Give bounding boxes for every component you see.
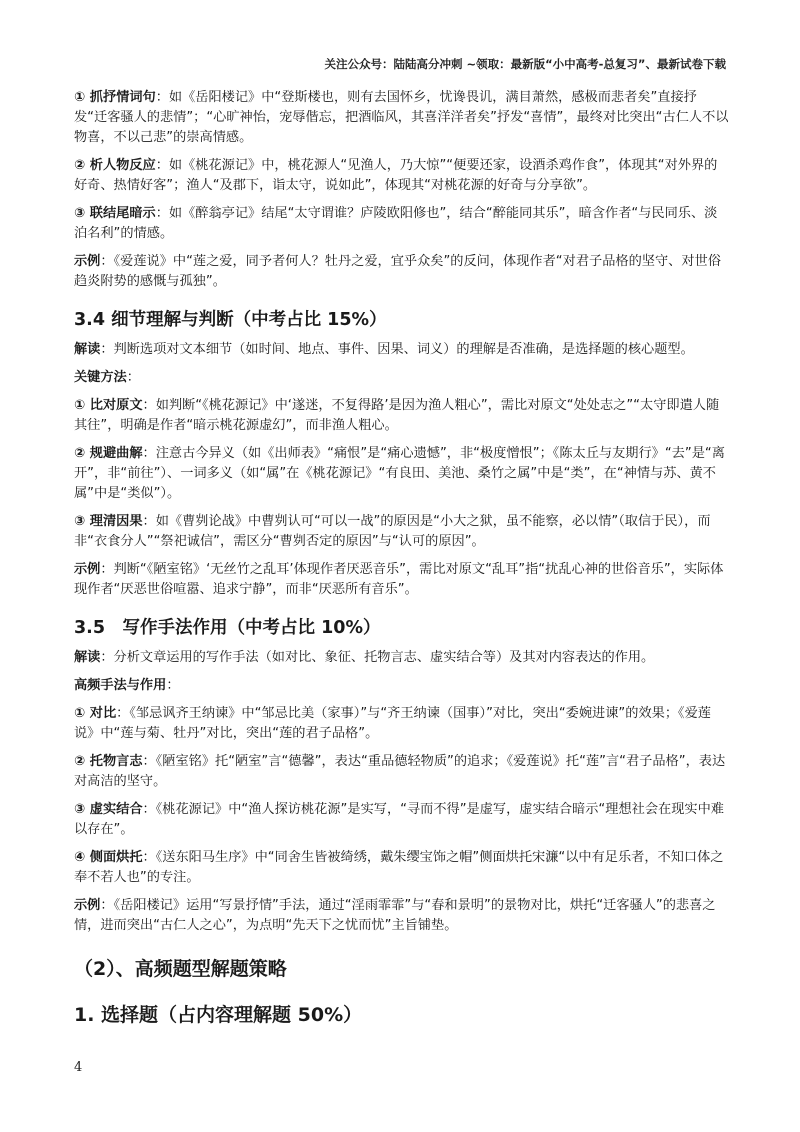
paragraph-text: ：判断“《陋室铭》‘无丝竹之乱耳’体现作者厌恶音乐”，需比对原文“乱耳”指“扰乱心神的世俗音乐”，实际体现作者“厌恶世俗喧嚣、追求宁静”，而非“厌恶所有音乐”。 bbox=[74, 562, 724, 597]
paragraph-lead: 示例 bbox=[74, 562, 101, 577]
paragraph-text: ：如《醉翁亭记》结尾“太守谓谁？庐陵欧阳修也”，结合“醉能同其乐”，暗含作者“与民同乐、淡泊名利”的情感。 bbox=[74, 206, 718, 241]
paragraph-lead: ④ 侧面烘托 bbox=[74, 850, 143, 865]
paragraph-text: ：《桃花源记》中“渔人探访桃花源”是实写，“寻而不得”是虚写，虚实结合暗示“理想社会在现实中难以存在”。 bbox=[74, 802, 724, 837]
paragraph-text: ：《爱莲说》中“莲之爱，同予者何人？牡丹之爱，宜乎众矣”的反问，体现作者“对君子品格的坚守、对世俗趋炎附势的感慨与孤独”。 bbox=[74, 254, 721, 289]
page-number: 4 bbox=[74, 1060, 83, 1075]
paragraph bbox=[74, 368, 730, 388]
section-heading: 1. 选择题（占内容理解题 50%） bbox=[74, 1004, 363, 1026]
paragraph-text: ：《岳阳楼记》运用“写景抒情”手法，通过“淫雨霏霏”与“春和景明”的景物对比，烘托“迁客骚人”的悲喜之情，进而突出“古仁人之心”，为点明“先天下之忧而忧”主旨铺垫。 bbox=[74, 898, 716, 933]
paragraph-lead: 解读 bbox=[74, 650, 101, 665]
page-content bbox=[74, 88, 730, 1040]
subsection-heading: 3.4 细节理解与判断（中考占比 15%） bbox=[74, 310, 387, 330]
paragraph bbox=[74, 156, 730, 196]
paragraph-text: ：分析文章运用的写作手法（如对比、象征、托物言志、虚实结合等）及其对内容表达的作用。 bbox=[100, 650, 655, 665]
paragraph-lead: ③ 联结尾暗示 bbox=[74, 206, 156, 221]
paragraph bbox=[74, 704, 730, 744]
paragraph bbox=[74, 560, 730, 600]
paragraph-text: ：注意古今异义（如《出师表》“痛恨”是“痛心遗憾”，非“极度憎恨”；《陈太丘与友期行》“去”是“离开”，非“前往”）、一词多义（如“属”在《桃花源记》“有良田、美池、桑竹之属”中是“类”，在“神情与苏、黄不属”中是“类似”）。 bbox=[74, 446, 725, 501]
paragraph-text: ：《邹忌讽齐王纳谏》中“邹忌比美（家事）”与“齐王纳谏（国事）”对比，突出“委婉进谏”的效果；《爱莲说》中“莲与菊、牡丹”对比，突出“莲的君子品格”。 bbox=[74, 706, 711, 741]
paragraph bbox=[74, 88, 730, 148]
paragraph-lead: ③ 理清因果 bbox=[74, 514, 143, 529]
paragraph-lead: ① 对比 bbox=[74, 706, 117, 721]
page-header: 关注公众号：陆陆高分冲刺 ~领取：最新版“小中高考-总复习”、最新试卷下载 bbox=[324, 57, 726, 71]
paragraph-lead: 示例 bbox=[74, 254, 101, 269]
paragraph bbox=[74, 648, 730, 668]
paragraph-lead: ② 析人物反应 bbox=[74, 158, 156, 173]
paragraph bbox=[74, 848, 730, 888]
subsection-heading: 3.5 写作手法作用（中考占比 10%） bbox=[74, 618, 381, 638]
paragraph-lead: ① 抓抒情词句 bbox=[74, 90, 156, 105]
paragraph-lead: 示例 bbox=[74, 898, 101, 913]
paragraph-text: ：如判断“《桃花源记》中‘遂迷，不复得路’是因为渔人粗心”，需比对原文“处处志之”“太守即遣人随其往”，明确是作者“暗示桃花源虚幻”，而非渔人粗心。 bbox=[74, 398, 720, 433]
paragraph-lead: ① 比对原文 bbox=[74, 398, 143, 413]
paragraph bbox=[74, 444, 730, 504]
paragraph-text: ： bbox=[126, 370, 140, 385]
paragraph-lead: 解读 bbox=[74, 342, 101, 357]
paragraph-text: ：《送东阳马生序》中“同舍生皆被绮绣，戴朱缨宝饰之帽”侧面烘托宋濂“以中有足乐者，不知口体之奉不若人也”的专注。 bbox=[74, 850, 724, 885]
paragraph bbox=[74, 204, 730, 244]
paragraph bbox=[74, 396, 730, 436]
paragraph-lead: ② 托物言志 bbox=[74, 754, 143, 769]
paragraph-lead: 关键方法 bbox=[74, 370, 127, 385]
paragraph bbox=[74, 252, 730, 292]
paragraph bbox=[74, 896, 730, 936]
paragraph-text: ： bbox=[166, 678, 180, 693]
paragraph-text: ：如《岳阳楼记》中“登斯楼也，则有去国怀乡，忧谗畏讥，满目萧然，感极而悲者矣”直接抒发“迁客骚人的悲情”；“心旷神怡，宠辱偕忘，把酒临风，其喜洋洋者矣”抒发“喜情”，最终对比突出“古仁人不以物喜，不以己悲”的崇高情感。 bbox=[74, 90, 729, 145]
paragraph-lead: ② 规避曲解 bbox=[74, 446, 143, 461]
section-heading: （2）、高频题型解题策略 bbox=[74, 958, 287, 980]
paragraph-text: ：如《桃花源记》中，桃花源人“见渔人，乃大惊”“便要还家，设酒杀鸡作食”，体现其“对外界的好奇、热情好客”；渔人“及郡下，诣太守，说如此”，体现其“对桃花源的好奇与分享欲”。 bbox=[74, 158, 718, 193]
paragraph-lead: ③ 虚实结合 bbox=[74, 802, 143, 817]
paragraph bbox=[74, 512, 730, 552]
paragraph bbox=[74, 752, 730, 792]
paragraph-text: ：判断选项对文本细节（如时间、地点、事件、因果、词义）的理解是否准确，是选择题的核心题型。 bbox=[100, 342, 694, 357]
paragraph bbox=[74, 800, 730, 840]
paragraph-text: ：如《曹刿论战》中曹刿认可“可以一战”的原因是“小大之狱，虽不能察，必以情”（取信于民），而非“衣食分人”“祭祀诚信”，需区分“曹刿否定的原因”与“认可的原因”。 bbox=[74, 514, 711, 549]
paragraph-text: ：《陋室铭》托“陋室”言“德馨”，表达“重品德轻物质”的追求；《爱莲说》托“莲”言“君子品格”，表达对高洁的坚守。 bbox=[74, 754, 726, 789]
paragraph bbox=[74, 340, 730, 360]
paragraph bbox=[74, 676, 730, 696]
paragraph-lead: 高频手法与作用 bbox=[74, 678, 167, 693]
